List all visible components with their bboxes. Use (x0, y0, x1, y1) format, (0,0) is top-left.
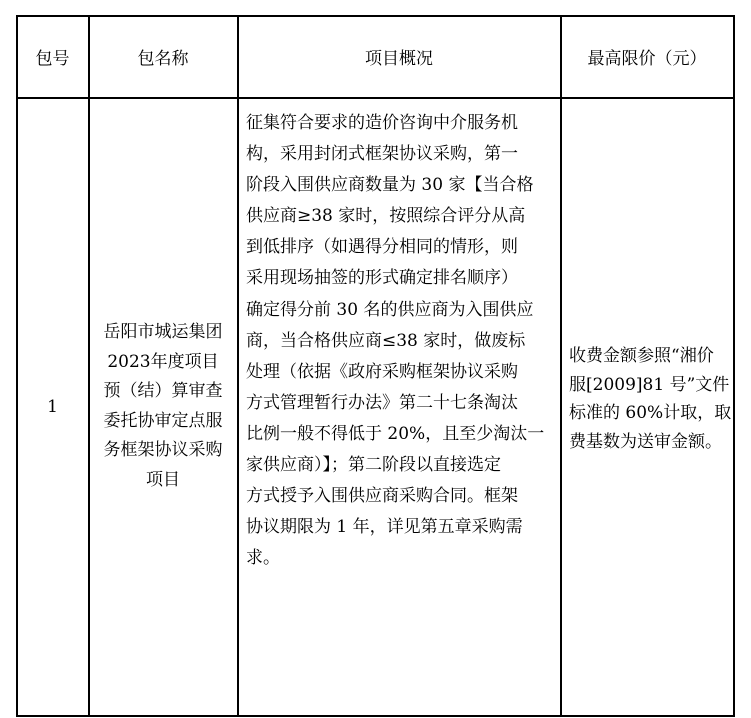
max-price-text (569, 342, 731, 456)
package-name-text: 岳阳市城运集团2023年度项目预（结）算审查委托协审定点服务框架协议采购项目 (103, 322, 223, 490)
overview-line: 求。 (246, 548, 280, 569)
header-package-no: 包号 (35, 48, 70, 69)
header-project-overview: 项目概况 (365, 48, 433, 69)
table-right-border (733, 15, 735, 717)
cell-project-overview (246, 108, 558, 574)
cell-package-no (17, 98, 88, 715)
col-divider-2 (237, 15, 239, 717)
procurement-table (16, 15, 735, 717)
cell-max-price (569, 342, 731, 456)
cell-package-name (89, 98, 237, 715)
col-divider-3 (560, 15, 562, 717)
overview-line: 构，采用封闭式框架协议采购，第一 (246, 144, 518, 165)
price-line: 服[2009]81 号”文件 (569, 374, 730, 395)
overview-line: 方式管理暂行办法》第二十七条淘汰 (246, 392, 518, 413)
package-no-text: 1 (47, 396, 58, 417)
overview-line: 协议期限为 1 年，详见第五章采购需 (246, 517, 523, 538)
header-max-price: 最高限价（元） (587, 48, 707, 69)
price-line: 费基数为送审金额。 (569, 431, 722, 452)
overview-line: 到低排序（如遇得分相同的情形，则 (246, 237, 518, 258)
overview-line: 处理（依据《政府采购框架协议采购 (246, 361, 518, 382)
overview-line: 阶段入围供应商数量为 30 家【当合格 (246, 175, 534, 196)
project-overview-text (246, 108, 558, 574)
overview-line: 采用现场抽签的形式确定排名顺序） (246, 268, 518, 289)
overview-line: 家供应商）】；第二阶段以直接选定 (246, 455, 501, 476)
overview-line: 商，当合格供应商≤38 家时，做废标 (246, 330, 526, 351)
overview-line: 方式授予入围供应商采购合同。框架 (246, 486, 518, 507)
overview-line: 供应商≥38 家时，按照综合评分从高 (246, 206, 526, 227)
price-line: 收费金额参照“湘价 (569, 346, 714, 366)
header-package-name: 包名称 (137, 48, 189, 69)
price-line: 标准的 60%计取，取 (569, 403, 732, 423)
overview-line: 确定得分前 30 名的供应商为入围供应 (246, 299, 534, 320)
overview-line: 比例一般不得低于 20%，且至少淘汰一 (246, 423, 545, 444)
overview-line: 征集符合要求的造价咨询中介服务机 (246, 113, 518, 133)
table-bottom-border (16, 715, 735, 717)
